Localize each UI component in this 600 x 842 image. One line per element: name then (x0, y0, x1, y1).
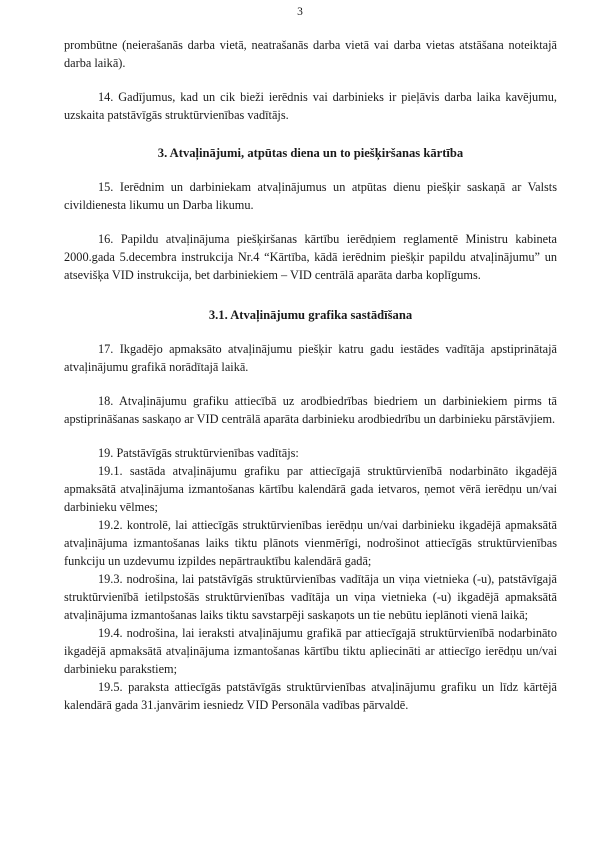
paragraph-19-5: 19.5. paraksta attiecīgās patstāvīgās struktūrvienības atvaļinājumu grafiku un līdz kārtējā kalendārā gada 31.janvārim iesniedz VID Personāla vadības pārvaldē. (64, 680, 557, 712)
paragraph-13-continuation: prombūtne (neierašanās darba vietā, neatrašanās darba vietā vai darba vietas atstāšana noteiktajā darba laikā). (64, 38, 557, 70)
paragraph-17: 17. Ikgadējo apmaksāto atvaļinājumu piešķir katru gadu iestādes vadītāja apstiprinātajā atvaļinājumu grafikā norādītajā laikā. (64, 342, 557, 374)
paragraph-19-2: 19.2. kontrolē, lai attiecīgās struktūrvienības ierēdņu un/vai darbinieku ikgadējā apmaksātā atvaļinājuma izmantošanas laiks tiktu plānots vienmērīgi, nodrošinot attiecīgās struktūrvienības funkciju un uzdevumu izpildes nepārtrauktību kalendārā gadā; (64, 518, 557, 568)
section-3-heading: 3. Atvaļinājumi, atpūtas diena un to piešķiršanas kārtība (157, 146, 464, 160)
document-body (64, 36, 557, 714)
paragraph-19-3: 19.3. nodrošina, lai patstāvīgās struktūrvienības vadītāja un viņa vietnieka (-u), patstāvīgajā struktūrvienībā ietilpstošās struktūrvienības vadītāja un viņa vietnieka (-u) ikgadējā apmaksātā atvaļinājuma izmantošanas laiks tiktu savstarpēji saskaņots un tie nebūtu ieplānoti vienā laikā; (64, 572, 557, 622)
paragraph-15: 15. Ierēdnim un darbiniekam atvaļinājumus un atpūtas dienu piešķir saskaņā ar Valsts civildienesta likumu un Darba likumu. (64, 180, 557, 212)
section-3-1-heading: 3.1. Atvaļinājumu grafika sastādīšana (208, 308, 413, 322)
paragraph-19-4: 19.4. nodrošina, lai ieraksti atvaļinājumu grafikā par attiecīgajā struktūrvienībā nodarbināto ikgadējā apmaksātā atvaļinājuma izmantošanas kārtību tiktu apliecināti ar attiecīgo ierēdņu un/vai darbinieku parakstiem; (64, 626, 557, 676)
paragraph-19-1: 19.1. sastāda atvaļinājumu grafiku par attiecīgajā struktūrvienībā nodarbināto ikgadējā apmaksātā atvaļinājuma izmantošanas kārtību kalendārā gada ietvaros, ņemot vērā ierēdņu un/vai darbinieku vēlmes; (64, 464, 557, 514)
paragraph-18: 18. Atvaļinājumu grafiku attiecībā uz arodbiedrības biedriem un darbiniekiem pirms tā apstiprināšanas saskaņo ar VID centrālā aparāta darbinieku arodbiedrību un darbinieku pārstāvjiem. (64, 394, 557, 426)
paragraph-14: 14. Gadījumus, kad un cik bieži ierēdnis vai darbinieks ir pieļāvis darba laika kavējumu, uzskaita patstāvīgās struktūrvienības vadītājs. (64, 90, 557, 122)
paragraph-19: 19. Patstāvīgās struktūrvienības vadītājs: (98, 446, 299, 460)
page-number: 3 (297, 6, 303, 18)
paragraph-16: 16. Papildu atvaļinājuma piešķiršanas kārtību ierēdņiem reglamentē Ministru kabineta 2000.gada 5.decembra instrukcija Nr.4 “Kārtība, kādā ierēdnim piešķir papildu atvaļinājumu” un atsevišķa VID instrukcija, bet darbiniekiem – VID centrālā aparāta darba koplīgums. (64, 232, 557, 282)
